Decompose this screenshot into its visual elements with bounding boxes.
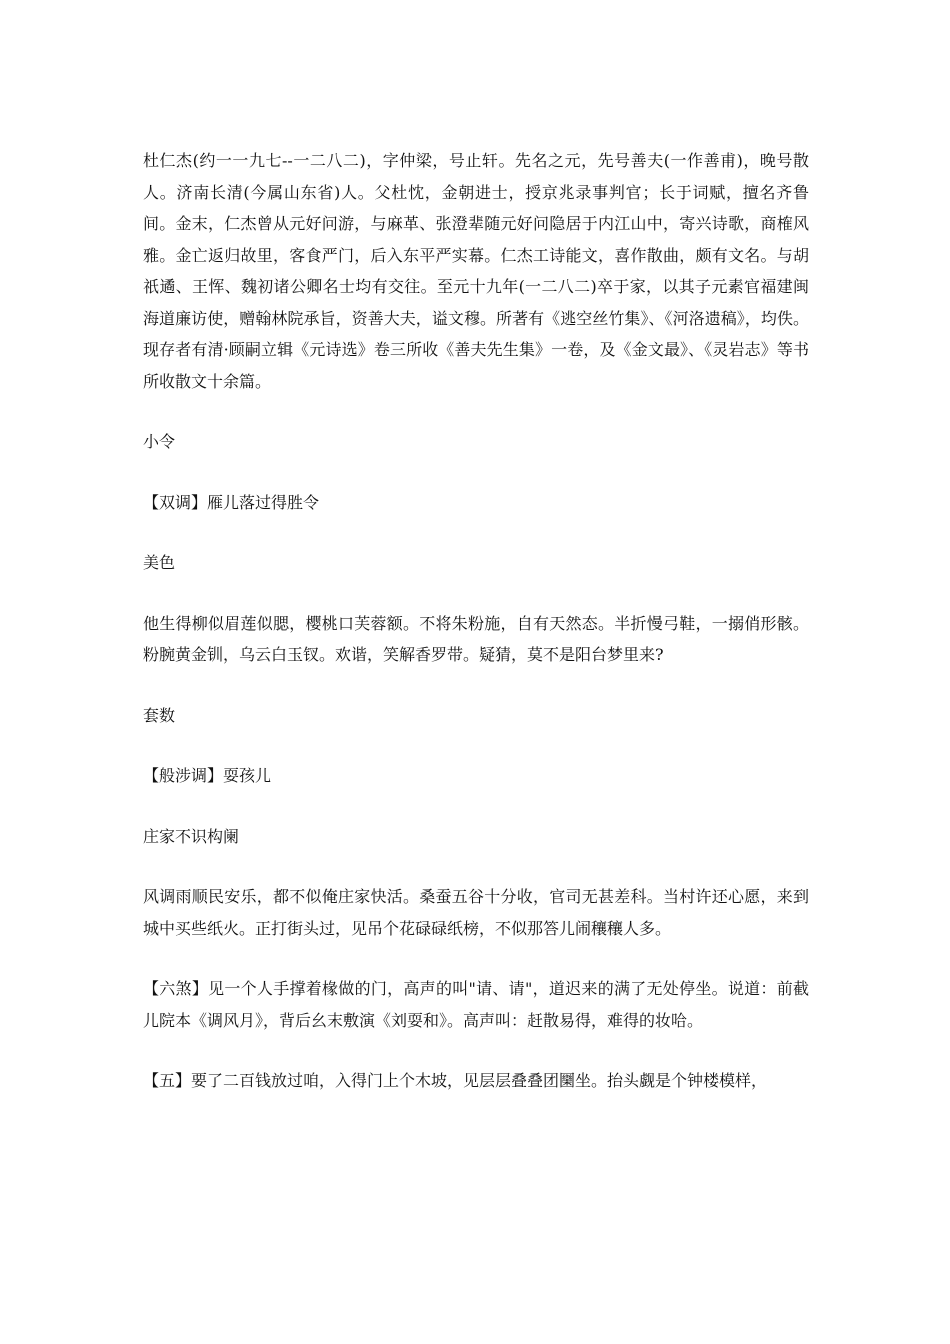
stanza-liusha: 【六煞】见一个人手撑着椽做的门，高声的叫"请、请"，道迟来的满了无处停坐。说道：前截儿院本《调风月》，背后幺末敷演《刘耍和》。高声叫：赶散易得，难得的妆哈。: [143, 979, 809, 1030]
poem-title-meise: 美色: [143, 553, 176, 572]
suite-opening-stanza: 风调雨顺民安乐，都不似俺庄家快活。桑蚕五谷十分收，官司无甚差科。当村许还心愿，来到城中买些纸火。正打街头过，见吊个花碌碌纸榜，不似那答儿闹穰穰人多。: [143, 887, 809, 938]
document-page: [143, 145, 809, 1097]
section-heading-xiaoling: 小令: [143, 432, 176, 451]
tune-title-yanerluo: 【双调】雁儿落过得胜令: [143, 492, 320, 512]
section-heading-taoshu: 套数: [143, 705, 176, 725]
tune-title-shuahaier: 【般涉调】耍孩儿: [143, 766, 272, 785]
suite-title: 庄家不识构阑: [143, 826, 240, 846]
stanza-wu: 【五】要了二百钱放过咱，入得门上个木坡，见层层叠叠团圞坐。抬头觑是个钟楼模样，: [143, 1071, 768, 1090]
poem-text-meise: 他生得柳似眉莲似腮，樱桃口芙蓉额。不将朱粉施，自有天然态。半折慢弓鞋，一搦俏形骸。粉腕黄金钏，乌云白玉钗。欢谐，笑解香罗带。疑猜，莫不是阳台梦里来?: [143, 613, 809, 664]
author-biography: 杜仁杰(约一一九七--一二八二)，字仲梁，号止轩。先名之元，先号善夫(一作善甫)，晚号散人。济南长清(今属山东省)人。父杜忱，金朝进士，授京兆录事判官；长于词赋，擅名齐鲁间。金末，仁杰曾从元好问游，与麻革、张澄辈随元好问隐居于内江山中，寄兴诗歌，商榷风雅。金亡返归故里，客食严门，后入东平严实幕。仁杰工诗能文，喜作散曲，颇有文名。与胡祇遹、王恽、魏初诸公卿名士均有交往。至元十九年(一二八二)卒于家，以其子元素官福建闽海道廉访使，赠翰林院承旨，资善大夫，谥文穆。所著有《逃空丝竹集》、《河洛遗稿》，均佚。现存者有清·顾嗣立辑《元诗选》卷三所收《善夫先生集》一卷，及《金文最》、《灵岩志》等书所收散文十余篇。: [143, 151, 809, 391]
